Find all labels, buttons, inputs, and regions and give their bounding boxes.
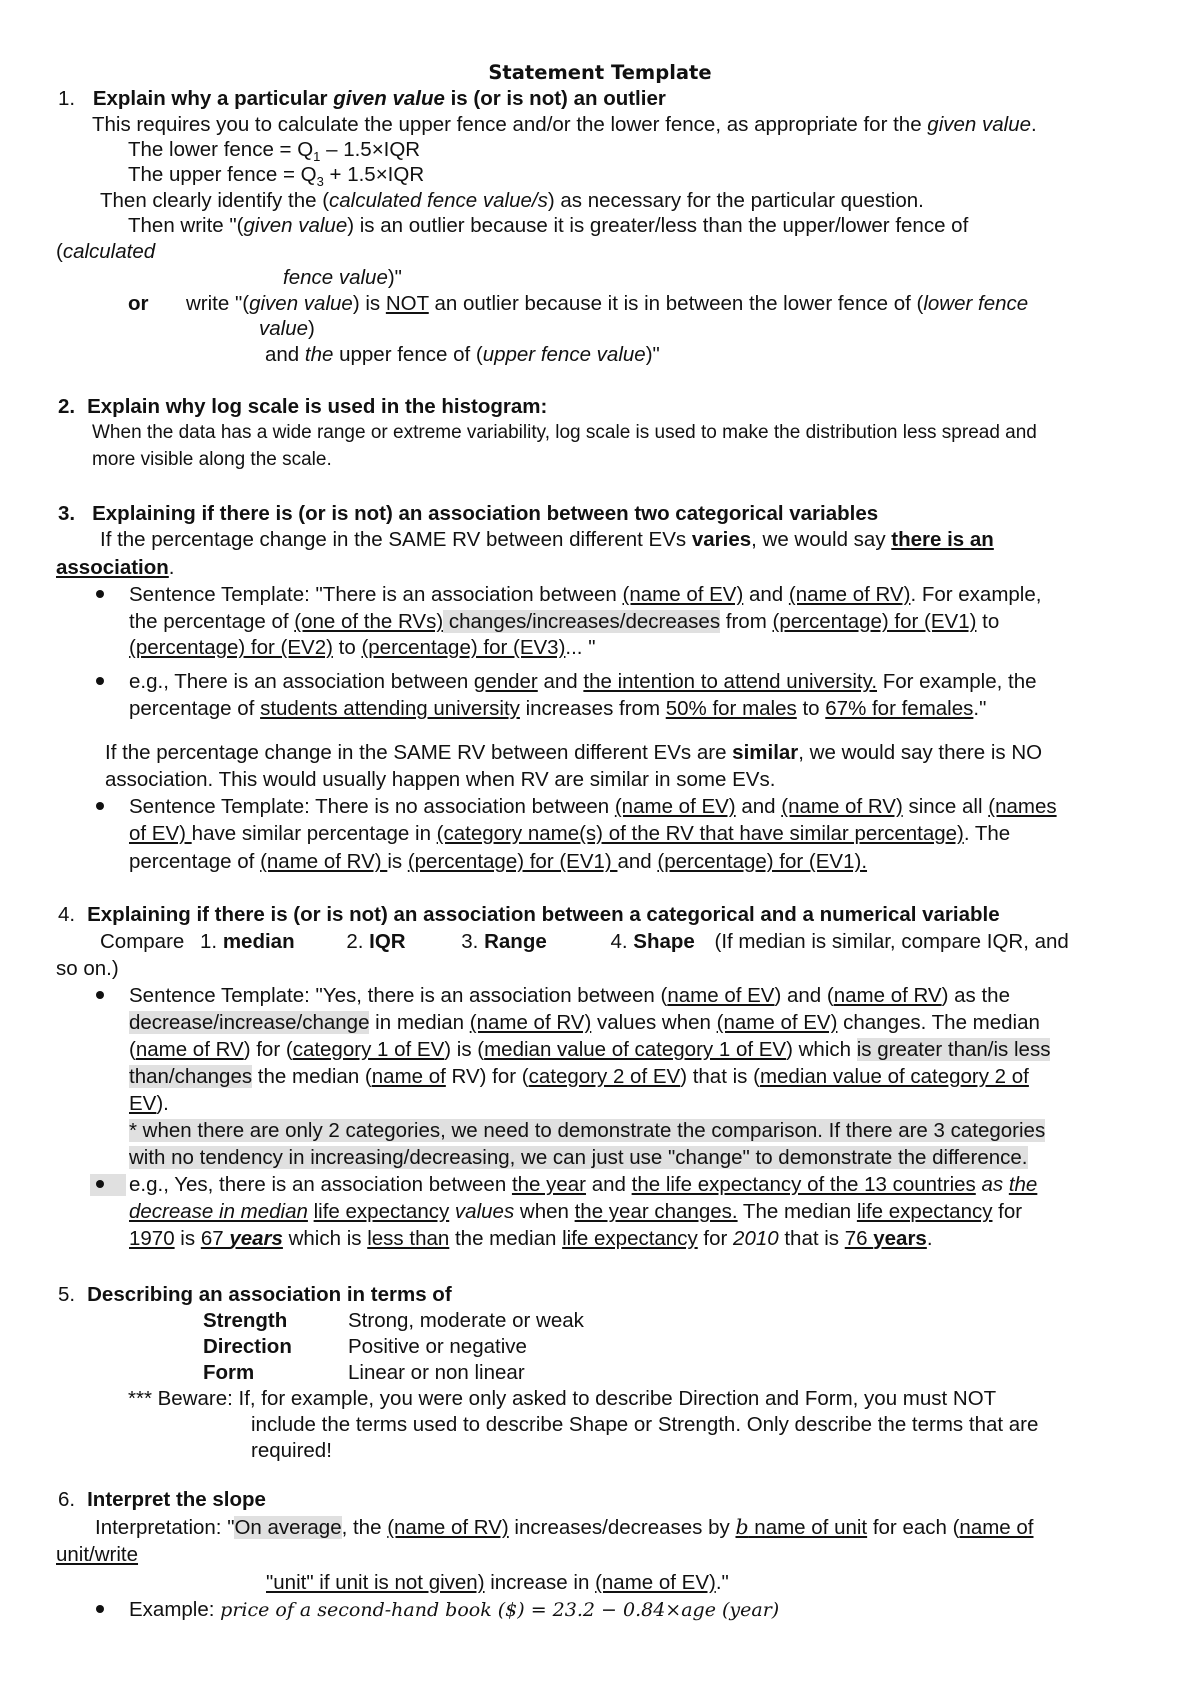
not-outlier-template-cont2: and the upper fence of (upper fence value)" bbox=[265, 343, 660, 366]
strength-value: Strong, moderate or weak bbox=[348, 1309, 584, 1332]
no-assoc-template-line1: Sentence Template: There is no association between (name of EV) and (name of RV) since all (names bbox=[129, 795, 1057, 818]
no-assoc-template-line2: of EV) have similar percentage in (category name(s) of the RV that have similar percentage). The bbox=[129, 822, 1011, 845]
num-template-line1: Sentence Template: "Yes, there is an association between (name of EV) and (name of RV) as the bbox=[129, 984, 1010, 1007]
no-assoc-template-line3: percentage of (name of RV) is (percentage) for (EV1) and (percentage) for (EV1). bbox=[129, 850, 868, 873]
beware-line3: required! bbox=[251, 1439, 332, 1462]
assoc-template-line3: (percentage) for (EV2) to (percentage) for (EV3)... " bbox=[129, 636, 596, 659]
num-example-line1: e.g., Yes, there is an association between the year and the life expectancy of the 13 countries as the bbox=[129, 1173, 1038, 1196]
num-example-line3: 1970 is 67 years which is less than the median life expectancy for 2010 that is 76 years. bbox=[129, 1227, 933, 1250]
compare-note-cont: so on.) bbox=[56, 957, 119, 980]
outlier-template-cont2: fence value)" bbox=[283, 266, 402, 289]
num-template-line5: EV). bbox=[129, 1092, 169, 1115]
form-value: Linear or non linear bbox=[348, 1361, 525, 1384]
category-note-2: with no tendency in increasing/decreasing, we can just use "change" to demonstrate the difference. bbox=[129, 1146, 1028, 1169]
upper-fence-formula: The upper fence = $Q_3 + 1.5\times IQR$ bbox=[128, 163, 425, 190]
section-1-heading: 1. Explain why a particular given value is (or is not) an outlier bbox=[58, 87, 666, 110]
compare-list: Compare 1. median 2. IQR 3. Range 4. Shape (If median is similar, compare IQR, and bbox=[100, 930, 1069, 953]
bullet-icon bbox=[96, 590, 104, 598]
num-template-line4: than/changes the median (name of RV) for (category 2 of EV) that is (median value of category 2 of bbox=[129, 1065, 1029, 1088]
slope-interpretation-line3: "unit" if unit is not given) increase in (name of EV)." bbox=[266, 1571, 729, 1594]
direction-value: Positive or negative bbox=[348, 1335, 527, 1358]
no-assoc-rule-text-cont: association. This would usually happen when RV are similar in some EVs. bbox=[105, 768, 776, 791]
section-3-heading: 3. Explaining if there is (or is not) an association between two categorical variables bbox=[58, 502, 879, 525]
log-scale-text-2: more visible along the scale. bbox=[92, 449, 332, 470]
assoc-rule-text: If the percentage change in the SAME RV between different EVs varies, we would say there is an bbox=[100, 528, 994, 551]
section-5-heading: 5. Describing an association in terms of bbox=[58, 1283, 452, 1306]
bullet-icon bbox=[96, 1180, 104, 1188]
requirement-text: This requires you to calculate the upper fence and/or the lower fence, as appropriate for the given value. bbox=[92, 113, 1037, 136]
outlier-template: Then write "(given value) is an outlier because it is greater/less than the upper/lower fence of bbox=[128, 214, 969, 237]
num-template-line2: decrease/increase/change in median (name of RV) values when (name of EV) changes. The median bbox=[129, 1011, 1040, 1034]
assoc-example-line1: e.g., There is an association between gender and the intention to attend university. For example, the bbox=[129, 670, 1037, 693]
category-note-1: * when there are only 2 categories, we need to demonstrate the comparison. If there are 3 categories bbox=[129, 1119, 1046, 1142]
assoc-rule-text-cont: association. bbox=[56, 556, 175, 579]
lower-fence-formula: The lower fence = $Q_1 - 1.5\times IQR$ bbox=[128, 138, 421, 165]
bullet-icon bbox=[96, 991, 104, 999]
bullet-icon bbox=[96, 677, 104, 685]
section-number: 1. bbox=[58, 87, 76, 110]
outlier-template-cont: (calculated bbox=[56, 240, 156, 263]
no-assoc-rule-text: If the percentage change in the SAME RV between different EVs are similar, we would say there is NO bbox=[105, 741, 1043, 764]
identify-text: Then clearly identify the (calculated fence value/s) as necessary for the particular question. bbox=[100, 189, 924, 212]
slope-interpretation-line1: Interpretation: "On average, the (name of RV) increases/decreases by b name of unit for each (name of bbox=[95, 1515, 1034, 1539]
strength-label: Strength bbox=[203, 1309, 288, 1332]
assoc-example-line2: percentage of students attending university increases from 50% for males to 67% for females." bbox=[129, 697, 987, 720]
beware-line1: *** Beware: If, for example, you were only asked to describe Direction and Form, you must NOT bbox=[128, 1387, 997, 1410]
num-template-line3: (name of RV) for (category 1 of EV) is (median value of category 1 of EV) which is greater than/is less bbox=[129, 1038, 1051, 1061]
bullet-icon bbox=[96, 1605, 104, 1613]
slope-interpretation-line2: unit/write bbox=[56, 1543, 139, 1566]
log-scale-text-1: When the data has a wide range or extreme variability, log scale is used to make the distribution less spread and bbox=[92, 422, 1037, 443]
page-title: Statement Template bbox=[488, 61, 712, 84]
section-4-heading: 4. Explaining if there is (or is not) an association between a categorical and a numerical variable bbox=[58, 903, 1000, 926]
assoc-template-line2: the percentage of (one of the RVs) changes/increases/decreases from (percentage) for (EV1) to bbox=[129, 610, 1000, 633]
section-2-heading: 2. Explain why log scale is used in the histogram: bbox=[58, 395, 548, 418]
bullet-icon bbox=[96, 802, 104, 810]
direction-label: Direction bbox=[203, 1335, 292, 1358]
assoc-template-line1: Sentence Template: "There is an association between (name of EV) and (name of RV). For example, bbox=[129, 583, 1042, 606]
not-outlier-template: write "(given value) is NOT an outlier because it is in between the lower fence of (lower fence bbox=[186, 292, 1029, 315]
not-outlier-template-cont: value) bbox=[259, 317, 315, 340]
beware-line2: include the terms used to describe Shape or Strength. Only describe the terms that are bbox=[251, 1413, 1039, 1436]
section-6-heading: 6. Interpret the slope bbox=[58, 1488, 266, 1511]
num-example-line2: decrease in median life expectancy values when the year changes. The median life expectancy for bbox=[129, 1200, 1023, 1223]
form-label: Form bbox=[203, 1361, 255, 1384]
slope-example: Example: price of a second-hand book ($) = 23.2 − 0.84×age (year) bbox=[129, 1598, 780, 1621]
or-label: or bbox=[128, 292, 149, 315]
